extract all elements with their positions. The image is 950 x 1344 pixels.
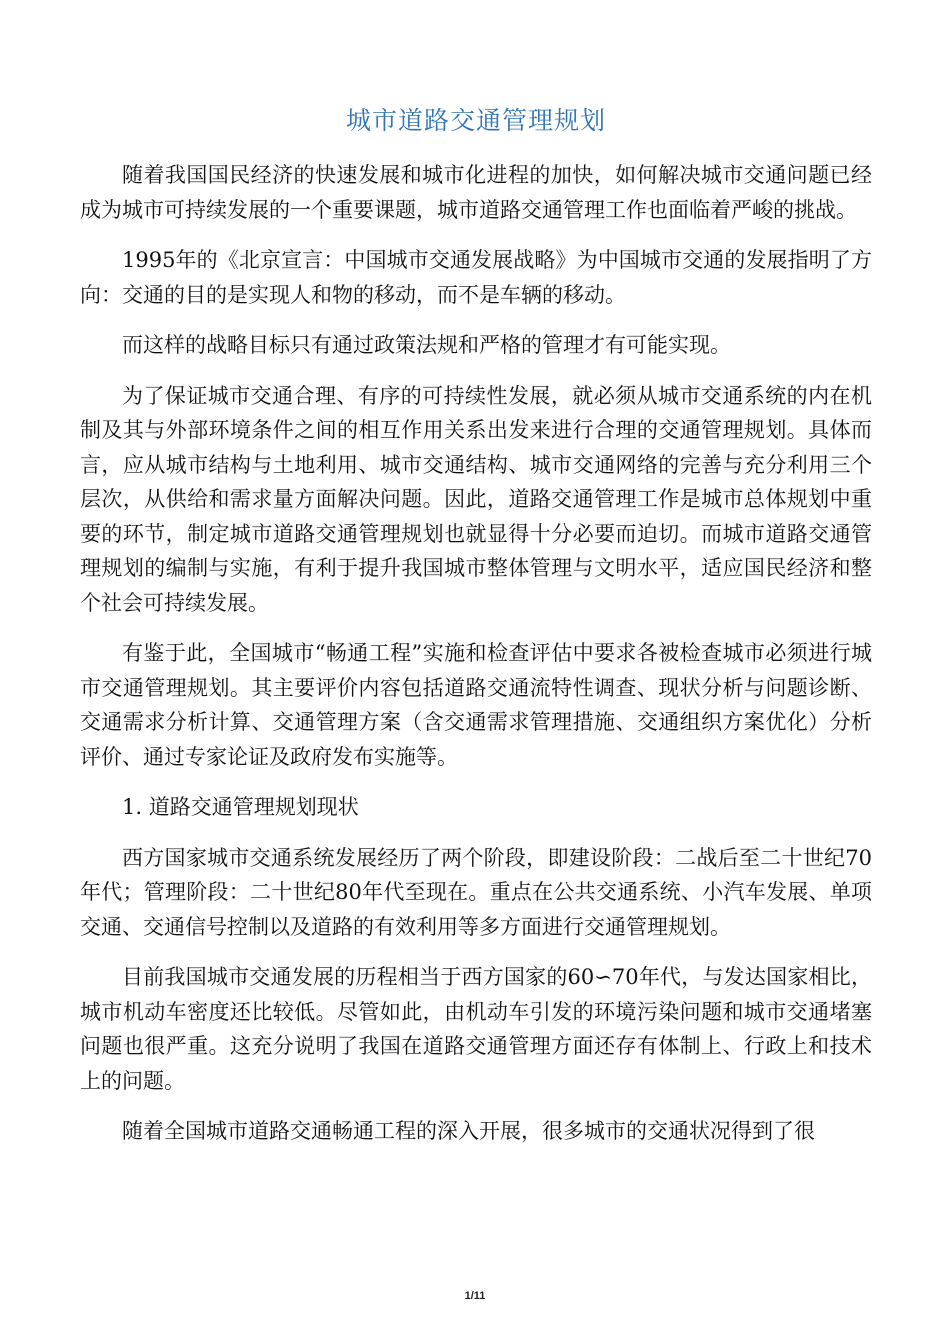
document-title: 城市道路交通管理规划 xyxy=(345,106,606,135)
paragraph: 西方国家城市交通系统发展经历了两个阶段，即建设阶段：二战后至二十世纪70年代；管理阶段：二十世纪80年代至现在。重点在公共交通系统、小汽车发展、单项交通、交通信号控制以及道路的有效利用等多方面进行交通管理规划。 xyxy=(80,845,872,939)
paragraph: 随着全国城市道路交通畅通工程的深入开展，很多城市的交通状况得到了很 xyxy=(122,1119,815,1143)
paragraph: 1995年的《北京宣言：中国城市交通发展战略》为中国城市交通的发展指明了方向：交通的目的是实现人和物的移动，而不是车辆的移动。 xyxy=(80,248,872,307)
paragraph: 有鉴于此，全国城市“畅通工程”实施和检查评估中要求各被检查城市必须进行城市交通管理规划。其主要评价内容包括道路交通流特性调查、现状分析与问题诊断、交通需求分析计算、交通管理方案（含交通需求管理措施、交通组织方案优化）分析评价、通过专家论证及政府发布实施等。 xyxy=(80,641,872,769)
section-heading: 1. 道路交通管理规划现状 xyxy=(122,795,359,819)
paragraph: 随着我国国民经济的快速发展和城市化进程的加快，如何解决城市交通问题已经成为城市可持续发展的一个重要课题，城市道路交通管理工作也面临着严峻的挑战。 xyxy=(80,163,872,222)
paragraph: 为了保证城市交通合理、有序的可持续性发展，就必须从城市交通系统的内在机制及其与外部环境条件之间的相互作用关系出发来进行合理的交通管理规划。具体而言，应从城市结构与土地利用、城市交通结构、城市交通网络的完善与充分利用三个层次，从供给和需求量方面解决问题。因此，道路交通管理工作是城市总体规划中重要的环节，制定城市道路交通管理规划也就显得十分必要而迫切。而城市道路交通管理规划的编制与实施，有利于提升我国城市整体管理与文明水平，适应国民经济和整个社会可持续发展。 xyxy=(80,383,872,615)
document-page xyxy=(80,98,872,1165)
page-number: 1/11 xyxy=(464,1290,486,1302)
paragraph: 目前我国城市交通发展的历程相当于西方国家的60∽70年代，与发达国家相比，城市机动车密度还比较低。尽管如此，由机动车引发的环境污染问题和城市交通堵塞问题也很严重。这充分说明了我国在道路交通管理方面还存有体制上、行政上和技术上的问题。 xyxy=(80,965,872,1093)
paragraph: 而这样的战略目标只有通过政策法规和严格的管理才有可能实现。 xyxy=(122,333,731,357)
